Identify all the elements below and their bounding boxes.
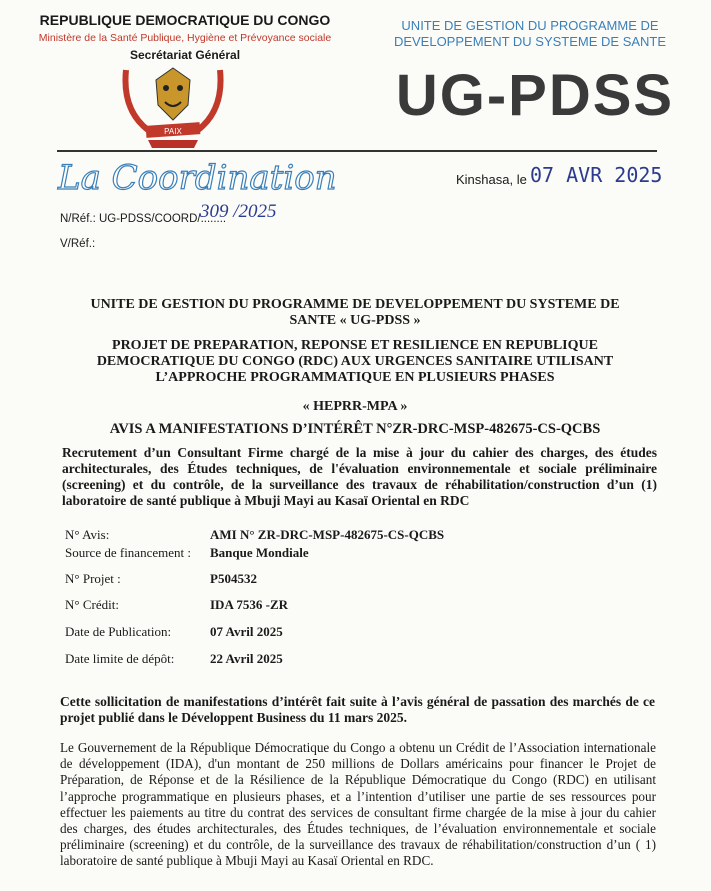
detail-value: AMI N° ZR-DRC-MSP-482675-CS-QCBS: [210, 527, 445, 542]
handwritten-date-stamp: 07 AVR 2025: [530, 163, 663, 187]
header-divider: [57, 150, 657, 152]
detail-label: Date de Publication:: [65, 624, 172, 639]
detail-label: N° Avis:: [65, 527, 110, 542]
coordination-heading: La Coordination: [58, 158, 337, 198]
unit-name-line1: UNITE DE GESTION DU PROGRAMME DE: [401, 18, 659, 33]
body-paragraph: Le Gouvernement de la République Démocratique du Congo a obtenu un Crédit de l’Association internationale de développement (IDA), d'un montant de 250 millions de Dollars américains pour financer le Projet de Préparation, de Réponse et de la Résilience de la République Démocratique du Congo (RDC) en utilisant l’approche programmatique en plusieurs phases, et a l’intention d’utiliser une partie de ses ressources pour effectuer les paiements au titre du contrat des services de consultant firme chargée de la mise à jour du cahier des charges, des études architecturales, des Études techniques, de l’évaluation environnementale et sociale préliminaire (screening) et du contrôle, de la surveillance des travaux de réhabilitation/construction d’un ( 1) laboratoire de santé publique à Mbuji Mayi au Kasaï Oriental en RDC.: [60, 740, 656, 869]
detail-label: Source de financement :: [65, 545, 191, 560]
detail-label: N° Projet :: [65, 571, 121, 586]
detail-value: IDA 7536 -ZR: [210, 597, 289, 612]
solicitation-paragraph: Cette sollicitation de manifestations d’intérêt fait suite à l’avis général de passation des marchés de ce projet publié dans le Développent Business du 11 mars 2025.: [60, 694, 655, 725]
project-title: PROJET DE PREPARATION, REPONSE ET RESILIENCE EN REPUBLIQUE DEMOCRATIQUE DU CONGO (RDC) AUX URGENCES SANITAIRE UTILISANT L’APPROCHE PROGRAMMATIQUE EN PLUSIEURS PHASES: [96, 338, 614, 385]
city-label: Kinshasa, le: [456, 172, 527, 187]
unit-name-line2: DEVELOPPEMENT DU SYSTEME DE SANTE: [393, 34, 667, 49]
detail-value: 07 Avril 2025: [210, 624, 283, 639]
handwritten-reference-number: 309 /2025: [200, 201, 277, 222]
svg-text:PAIX: PAIX: [164, 127, 182, 136]
ug-pdss-logo: UG-PDSS: [395, 63, 675, 128]
detail-value: Banque Mondiale: [210, 545, 309, 560]
republic-name: REPUBLIQUE DEMOCRATIQUE DU CONGO: [39, 12, 331, 28]
your-reference: V/Réf.:: [60, 238, 96, 250]
our-reference: N/Réf.: UG-PDSS/COORD/........: [60, 213, 227, 225]
detail-label: Date limite de dépôt:: [65, 651, 175, 666]
ministry-name: Ministère de la Santé Publique, Hygiène et Prévoyance sociale: [38, 32, 332, 44]
unit-title: UNITE DE GESTION DU PROGRAMME DE DEVELOPPEMENT DU SYSTEME DE SANTE « UG-PDSS »: [90, 297, 620, 328]
detail-value: 22 Avril 2025: [210, 651, 283, 666]
notice-title: AVIS A MANIFESTATIONS D’INTÉRÊT N°ZR-DRC-MSP-482675-CS-QCBS: [109, 421, 601, 437]
coat-of-arms-icon: [118, 60, 228, 152]
project-acronym: « HEPRR-MPA »: [302, 399, 408, 414]
recruitment-paragraph: Recrutement d’un Consultant Firme chargé de la mise à jour du cahier des charges, des études architecturales, des Études techniques, de l'évaluation environnementale et sociale préliminaire (screening) et du contrôle, de la surveillance des travaux de réhabilitation/construction d’un (1) laboratoire de santé publique à Mbuji Mayi au Kasaï Oriental en RDC: [62, 445, 657, 508]
detail-value: P504532: [210, 571, 257, 586]
secretariat-name: Secrétariat Général: [129, 48, 241, 62]
detail-label: N° Crédit:: [65, 597, 119, 612]
